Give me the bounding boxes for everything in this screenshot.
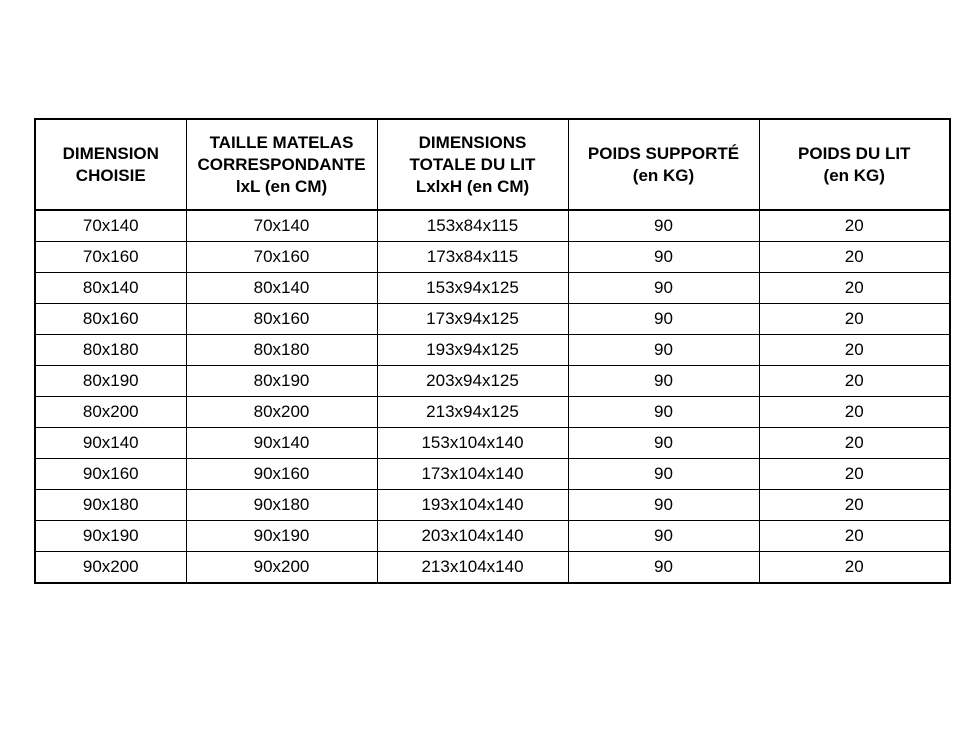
cell-poids-du-lit: 20	[759, 335, 950, 366]
cell-poids-supporte: 90	[568, 490, 759, 521]
cell-dimensions-totale: 203x104x140	[377, 521, 568, 552]
header-row	[35, 119, 950, 210]
table-row	[35, 304, 950, 335]
header-poids-supporte-line: POIDS SUPPORTÉ	[587, 143, 740, 163]
dimensions-table-container	[34, 118, 949, 584]
header-poids-du-lit	[759, 119, 950, 210]
table-row	[35, 521, 950, 552]
header-dimensions-totale-line: LxlxH (en CM)	[415, 176, 530, 196]
cell-taille-matelas: 70x140	[186, 210, 377, 242]
cell-dimensions-totale: 203x94x125	[377, 366, 568, 397]
cell-poids-supporte: 90	[568, 273, 759, 304]
cell-poids-du-lit: 20	[759, 210, 950, 242]
cell-poids-supporte: 90	[568, 459, 759, 490]
cell-taille-matelas: 90x200	[186, 552, 377, 584]
cell-dimensions-totale: 213x94x125	[377, 397, 568, 428]
cell-dimension-choisie: 90x190	[35, 521, 186, 552]
header-dimensions-totale-line: DIMENSIONS	[418, 132, 527, 152]
cell-poids-du-lit: 20	[759, 552, 950, 584]
cell-poids-du-lit: 20	[759, 397, 950, 428]
header-taille-matelas-line: TAILLE MATELAS	[209, 132, 354, 152]
header-poids-supporte	[568, 119, 759, 210]
header-taille-matelas	[186, 119, 377, 210]
cell-dimensions-totale: 173x104x140	[377, 459, 568, 490]
cell-poids-du-lit: 20	[759, 366, 950, 397]
cell-poids-supporte: 90	[568, 335, 759, 366]
cell-poids-supporte: 90	[568, 521, 759, 552]
cell-dimensions-totale: 173x84x115	[377, 242, 568, 273]
header-dimension-choisie	[35, 119, 186, 210]
table-row	[35, 273, 950, 304]
cell-taille-matelas: 80x190	[186, 366, 377, 397]
table-row	[35, 242, 950, 273]
header-dimensions-totale	[377, 119, 568, 210]
table-row	[35, 459, 950, 490]
cell-poids-supporte: 90	[568, 428, 759, 459]
cell-dimensions-totale: 193x104x140	[377, 490, 568, 521]
cell-poids-du-lit: 20	[759, 521, 950, 552]
cell-taille-matelas: 90x160	[186, 459, 377, 490]
cell-poids-supporte: 90	[568, 397, 759, 428]
cell-dimension-choisie: 80x140	[35, 273, 186, 304]
cell-dimensions-totale: 153x104x140	[377, 428, 568, 459]
cell-dimensions-totale: 173x94x125	[377, 304, 568, 335]
cell-dimension-choisie: 80x190	[35, 366, 186, 397]
cell-poids-du-lit: 20	[759, 273, 950, 304]
cell-dimension-choisie: 70x160	[35, 242, 186, 273]
cell-dimensions-totale: 213x104x140	[377, 552, 568, 584]
table-row	[35, 490, 950, 521]
cell-dimensions-totale: 193x94x125	[377, 335, 568, 366]
cell-dimensions-totale: 153x94x125	[377, 273, 568, 304]
cell-dimension-choisie: 70x140	[35, 210, 186, 242]
cell-dimensions-totale: 153x84x115	[377, 210, 568, 242]
cell-poids-supporte: 90	[568, 366, 759, 397]
cell-taille-matelas: 80x160	[186, 304, 377, 335]
table-row	[35, 552, 950, 584]
header-poids-du-lit-line: (en KG)	[823, 165, 885, 185]
cell-dimension-choisie: 90x140	[35, 428, 186, 459]
cell-poids-du-lit: 20	[759, 459, 950, 490]
table-row	[35, 397, 950, 428]
header-poids-du-lit-line: POIDS DU LIT	[798, 143, 911, 163]
cell-dimension-choisie: 80x200	[35, 397, 186, 428]
table-row	[35, 210, 950, 242]
cell-taille-matelas: 90x140	[186, 428, 377, 459]
cell-taille-matelas: 90x180	[186, 490, 377, 521]
cell-taille-matelas: 80x140	[186, 273, 377, 304]
cell-dimension-choisie: 90x200	[35, 552, 186, 584]
cell-poids-supporte: 90	[568, 242, 759, 273]
cell-poids-supporte: 90	[568, 552, 759, 584]
header-taille-matelas-line: lxL (en CM)	[235, 176, 328, 196]
header-dimensions-totale-line: TOTALE DU LIT	[409, 154, 536, 174]
cell-taille-matelas: 90x190	[186, 521, 377, 552]
cell-taille-matelas: 80x200	[186, 397, 377, 428]
header-taille-matelas-line: CORRESPONDANTE	[197, 154, 366, 174]
cell-dimension-choisie: 80x180	[35, 335, 186, 366]
header-dimension-choisie-line: DIMENSION	[62, 143, 159, 163]
cell-dimension-choisie: 80x160	[35, 304, 186, 335]
dimensions-table	[34, 118, 951, 584]
header-dimension-choisie-line: CHOISIE	[75, 165, 146, 185]
table-row	[35, 428, 950, 459]
cell-poids-du-lit: 20	[759, 428, 950, 459]
table-row	[35, 335, 950, 366]
cell-poids-supporte: 90	[568, 304, 759, 335]
table-row	[35, 366, 950, 397]
cell-dimension-choisie: 90x160	[35, 459, 186, 490]
table-header	[35, 119, 950, 210]
cell-taille-matelas: 70x160	[186, 242, 377, 273]
cell-poids-du-lit: 20	[759, 490, 950, 521]
cell-taille-matelas: 80x180	[186, 335, 377, 366]
table-body	[35, 210, 950, 583]
cell-poids-supporte: 90	[568, 210, 759, 242]
cell-poids-du-lit: 20	[759, 304, 950, 335]
cell-dimension-choisie: 90x180	[35, 490, 186, 521]
cell-poids-du-lit: 20	[759, 242, 950, 273]
header-poids-supporte-line: (en KG)	[632, 165, 695, 185]
